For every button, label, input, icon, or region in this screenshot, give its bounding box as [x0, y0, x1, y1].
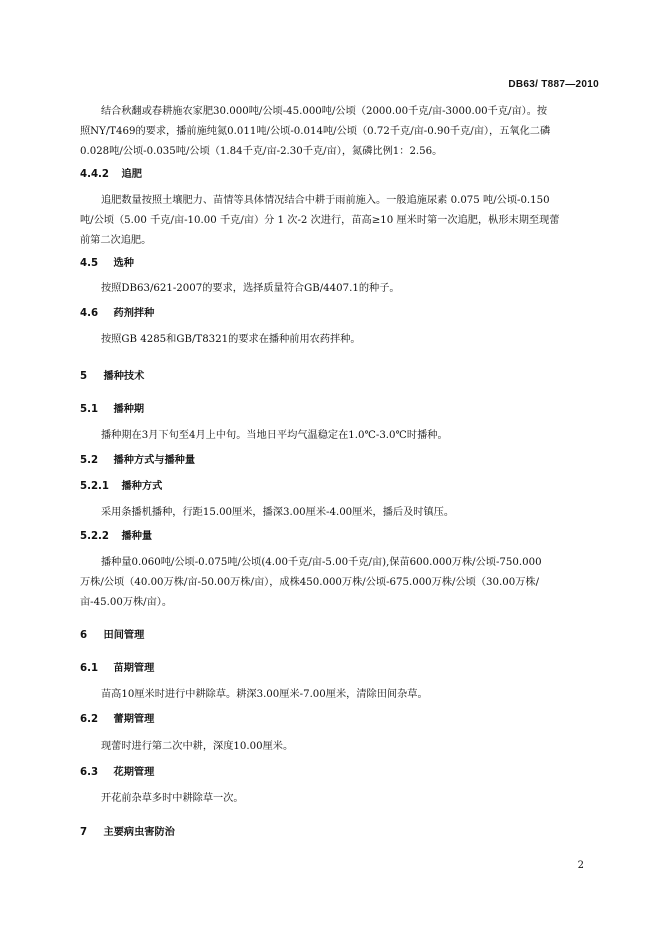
paragraph-line: 现蕾时进行第二次中耕，深度10.00厘米。: [101, 741, 294, 752]
paragraph-line: 亩-45.00万株/亩）。: [80, 597, 173, 608]
section-heading: [80, 256, 134, 272]
section-number: 5.2.1: [80, 481, 110, 492]
section-heading: [80, 628, 144, 644]
section-heading: [80, 825, 175, 841]
section-heading: [80, 661, 154, 677]
paragraph-line: 苗高10厘米时进行中耕除草。耕深3.00厘米-7.00厘米，清除田间杂草。: [101, 689, 428, 700]
section-number: 5.1: [80, 404, 99, 415]
section-title: 选种: [113, 258, 134, 269]
paragraph-line: 万株/公顷（40.00万株/亩-50.00万株/亩），成株450.000万株/公顷-675.000万株/公顷（30.00万株/: [80, 577, 540, 588]
paragraph-line: 按照DB63/621-2007的要求，选择质量符合GB/4407.1的种子。: [101, 283, 400, 294]
section-number: 4.5: [80, 258, 99, 269]
section-heading: [80, 453, 195, 469]
section-title: 播种技术: [103, 371, 145, 382]
section-number: 6.2: [80, 714, 99, 725]
section-number: 5: [80, 371, 88, 382]
paragraph-line: 播种量0.060吨/公顷-0.075吨/公顷(4.00千克/亩-5.00千克/亩),保苗600.000万株/公顷-750.000: [101, 557, 542, 568]
section-title: 追肥: [121, 169, 142, 180]
section-heading: [80, 529, 152, 545]
section-title: 播种期: [113, 404, 145, 415]
paragraph-line: 照NY/T469的要求，播前施纯氮0.011吨/公顷-0.014吨/公顷（0.72千克/亩-0.90千克/亩），五氧化二磷: [80, 126, 551, 137]
section-heading: [80, 479, 162, 495]
page-number: 2: [577, 860, 584, 871]
section-heading: [80, 765, 154, 781]
section-heading: [80, 306, 154, 322]
section-number: 6.1: [80, 663, 99, 674]
paragraph-line: 0.028吨/公顷-0.035吨/公顷（1.84千克/亩-2.30千克/亩），氮磷比例1：2.56。: [80, 146, 443, 157]
section-number: 6.3: [80, 767, 99, 778]
section-title: 蕾期管理: [113, 714, 155, 725]
standard-number: DB63/ T887—2010: [508, 79, 599, 90]
section-title: 苗期管理: [113, 663, 155, 674]
section-heading: [80, 712, 154, 728]
section-title: 主要病虫害防治: [103, 827, 175, 838]
section-title: 播种量: [121, 531, 153, 542]
paragraph-line: 结合秋翻或春耕施农家肥30.000吨/公顷-45.000吨/公顷（2000.00千克/亩-3000.00千克/亩）。按: [101, 106, 548, 117]
section-title: 播种方式与播种量: [113, 455, 196, 466]
section-title: 药剂拌种: [113, 308, 155, 319]
section-title: 田间管理: [103, 630, 145, 641]
paragraph-line: 前第二次追肥。: [80, 235, 152, 246]
section-heading: [80, 369, 144, 385]
paragraph-line: 开花前杂草多时中耕除草一次。: [101, 793, 244, 804]
section-title: 播种方式: [121, 481, 163, 492]
section-title: 花期管理: [113, 767, 155, 778]
section-number: 7: [80, 827, 88, 838]
paragraph-line: 播种期在3月下旬至4月上中旬。当地日平均气温稳定在1.0℃-3.0℃时播种。: [101, 430, 448, 441]
section-number: 6: [80, 630, 88, 641]
paragraph-line: 追肥数量按照土壤肥力、苗情等具体情况结合中耕于雨前施入。一般追施尿素 0.075 吨/公顷-0.150: [101, 195, 550, 206]
paragraph-line: 吨/公顷（5.00 千克/亩-10.00 千克/亩）分 1 次-2 次进行，苗高≥10 厘米时第一次追肥，枞形末期至现蕾: [80, 215, 560, 226]
paragraph-line: 采用条播机播种，行距15.00厘米，播深3.00厘米-4.00厘米，播后及时镇压。: [101, 507, 455, 518]
section-number: 4.6: [80, 308, 99, 319]
section-number: 5.2.2: [80, 531, 110, 542]
section-heading: [80, 402, 144, 418]
section-number: 4.4.2: [80, 169, 110, 180]
section-number: 5.2: [80, 455, 99, 466]
section-heading: [80, 167, 142, 183]
paragraph-line: 按照GB 4285和GB/T8321的要求在播种前用农药拌种。: [101, 334, 361, 345]
